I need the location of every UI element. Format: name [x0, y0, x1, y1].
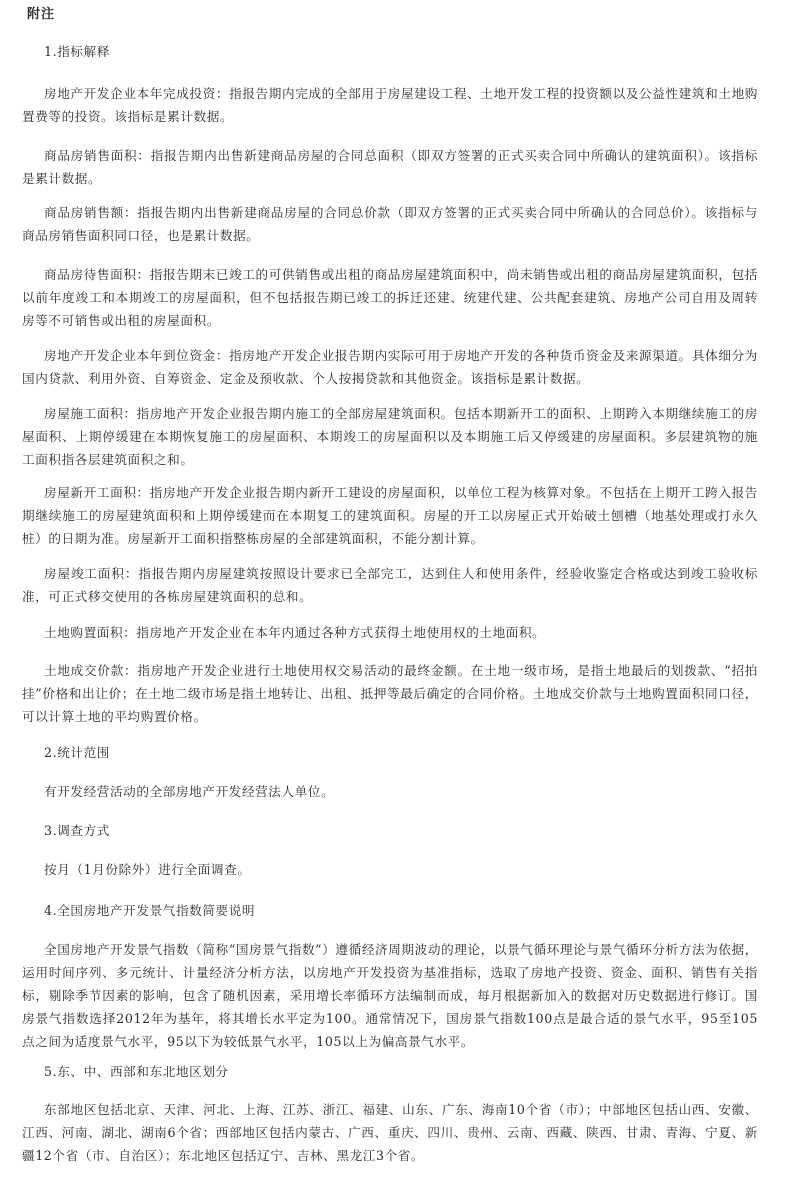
paragraph-new-construction: 房屋新开工面积：指房地产开发企业报告期内新开工建设的房屋面积，以单位工程为核算对象。不包括在上期开工跨入报告期继续施工的房屋建筑面积和上期停缓建而在本期复工的建筑面积。房屋的开工以房屋正式开始破土刨槽（地基处理或打永久桩）的日期为准。房屋新开工面积指整栋房屋的全部建筑面积，不能分割计算。: [22, 485, 758, 546]
paragraph-land-area: 土地购置面积：指房地产开发企业在本年内通过各种方式获得土地使用权的土地面积。: [44, 625, 546, 640]
section-heading-scope: 2.统计范围: [44, 745, 110, 760]
paragraph-funds: 房地产开发企业本年到位资金：指房地产开发企业报告期内实际可用于房地产开发的各种货币资金及来源渠道。具体细分为国内贷款、利用外资、自筹资金、定金及预收款、个人按揭贷款和其他资金。该指标是累计数据。: [22, 348, 758, 386]
paragraph-survey: 按月（1月份除外）进行全面调查。: [44, 862, 251, 877]
paragraph-climate-index: 全国房地产开发景气指数（简称“国房景气指数”）遵循经济周期波动的理论，以景气循环理论与景气循环分析方法为依据，运用时间序列、多元统计、计量经济分析方法，以房地产开发投资为基准指标，选取了房地产投资、资金、面积、销售有关指标，剔除季节因素的影响，包含了随机因素，采用增长率循环方法编制而成，每月根据新加入的数据对历史数据进行修订。国房景气指数选择2012年为基年，将其增长水平定为100。通常情况下，国房景气指数100点是最合适的景气水平，95至105点之间为适度景气水平，95以下为较低景气水平，105以上为偏高景气水平。: [22, 942, 758, 1049]
notes-title: 附注: [27, 7, 56, 22]
paragraph-construction-area: 房屋施工面积：指房地产开发企业报告期内施工的全部房屋建筑面积。包括本期新开工的面积、上期跨入本期继续施工的房屋面积、上期停缓建在本期恢复施工的房屋面积、本期竣工的房屋面积以及本期施工后又停缓建的房屋面积。多层建筑物的施工面积指各层建筑面积之和。: [22, 406, 758, 467]
paragraph-sales-amount: 商品房销售额：指报告期内出售新建商品房屋的合同总价款（即双方签署的正式买卖合同中所确认的合同总价）。该指标与商品房销售面积同口径，也是累计数据。: [22, 205, 758, 243]
paragraph-unsold-area: 商品房待售面积：指报告期末已竣工的可供销售或出租的商品房屋建筑面积中，尚未销售或出租的商品房屋建筑面积，包括以前年度竣工和本期竣工的房屋面积，但不包括报告期已竣工的拆迁还建、统建代建、公共配套建筑、房地产公司自用及周转房等不可销售或出租的房屋面积。: [22, 267, 758, 328]
section-heading-survey: 3.调查方式: [44, 823, 110, 838]
paragraph-land-price: 土地成交价款：指房地产开发企业进行土地使用权交易活动的最终金额。在土地一级市场，是指土地最后的划拨款、“招拍挂”价格和出让价；在土地二级市场是指土地转让、出租、抵押等最后确定的合同价格。土地成交价款与土地购置面积同口径，可以计算土地的平均购置价格。: [22, 663, 758, 724]
paragraph-regions: 东部地区包括北京、天津、河北、上海、江苏、浙江、福建、山东、广东、海南10个省（市）；中部地区包括山西、安徽、江西、河南、湖北、湖南6个省；西部地区包括内蒙古、广西、重庆、四川、贵州、云南、西藏、陕西、甘肃、青海、宁夏、新疆12个省（市、自治区）；东北地区包括辽宁、吉林、黑龙江3个省。: [22, 1102, 758, 1163]
paragraph-sales-area: 商品房销售面积：指报告期内出售新建商品房屋的合同总面积（即双方签署的正式买卖合同中所确认的建筑面积）。该指标是累计数据。: [22, 148, 758, 186]
section-heading-climate-index: 4.全国房地产开发景气指数简要说明: [44, 903, 256, 918]
paragraph-investment: 房地产开发企业本年完成投资：指报告期内完成的全部用于房屋建设工程、土地开发工程的投资额以及公益性建筑和土地购置费等的投资。该指标是累计数据。: [22, 86, 758, 124]
paragraph-completed-area: 房屋竣工面积：指报告期内房屋建筑按照设计要求已全部完工，达到住人和使用条件，经验收鉴定合格或达到竣工验收标准，可正式移交使用的各栋房屋建筑面积的总和。: [22, 566, 758, 604]
section-heading-regions: 5.东、中、西部和东北地区划分: [44, 1064, 229, 1079]
section-heading-indicators: 1.指标解释: [44, 44, 110, 59]
paragraph-scope: 有开发经营活动的全部房地产开发经营法人单位。: [44, 784, 335, 799]
